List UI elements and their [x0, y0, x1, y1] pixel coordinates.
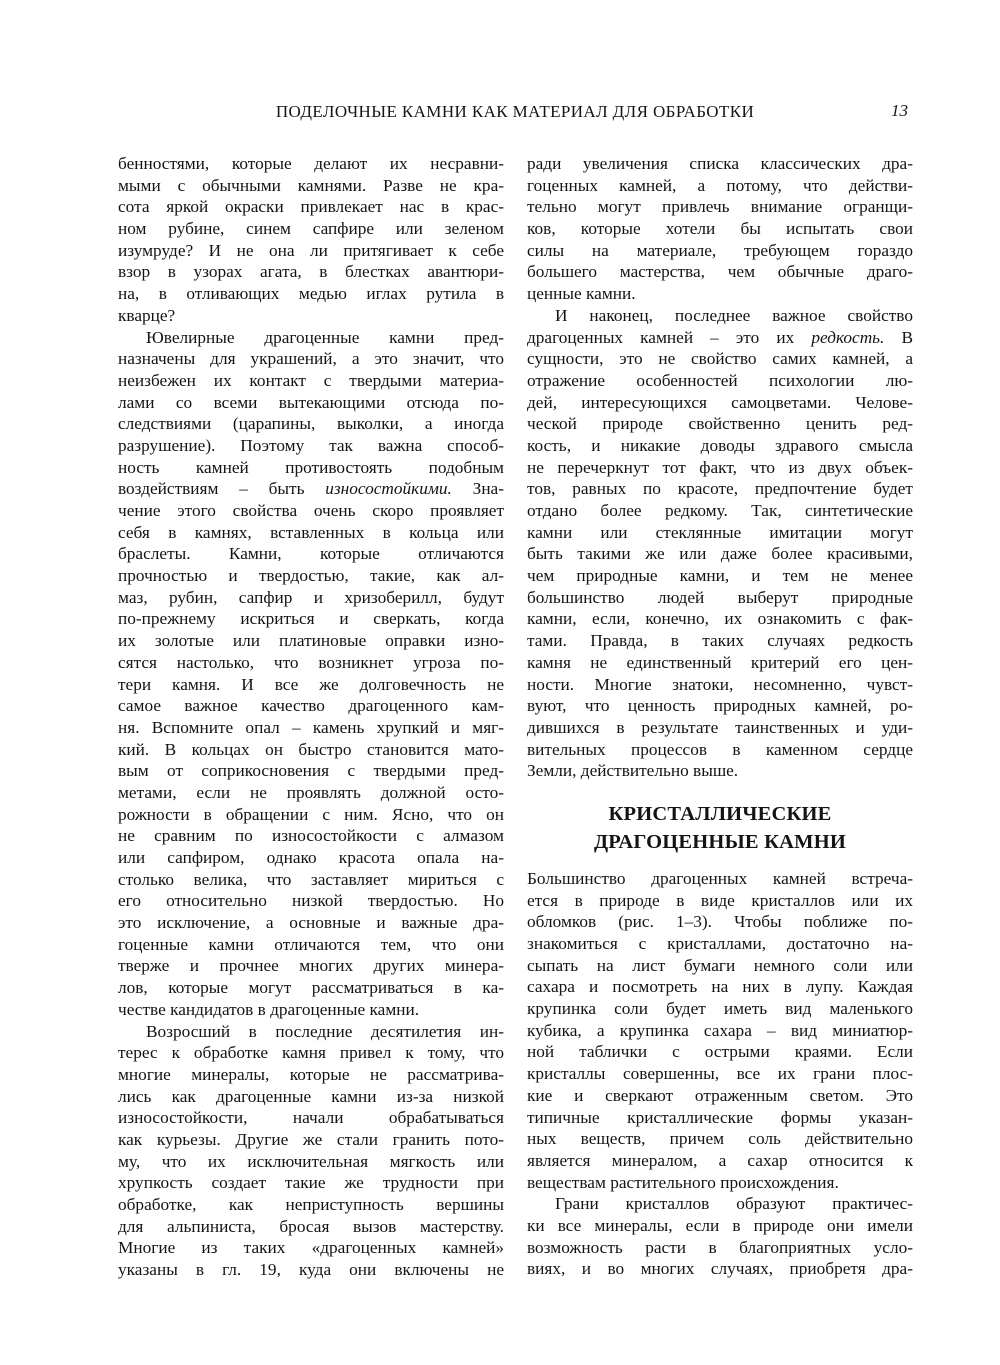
text-line: прочностью и твердостью, такие, как ал- [118, 566, 504, 586]
text-line: следствиями (царапины, выколки, а иногда [118, 414, 504, 434]
text-line: Ювелирные драгоценные камни пред- [146, 327, 504, 347]
text-line: разрушение). Поэтому так важна способ- [118, 435, 504, 455]
text-line: кие и сверкают отраженным светом. Это [527, 1085, 913, 1105]
text-line: вуют, что ценность природных камней, ро- [527, 696, 913, 716]
text-line: тов, равных по красоте, предпочтение будет [527, 479, 913, 499]
text-line: камни, если, конечно, их ознакомить с фак- [527, 609, 913, 629]
text-line: назначены для украшений, а это значит, что [118, 349, 504, 369]
text-line: камня не единственный критерий его цен- [527, 652, 913, 672]
text-line: отражение особенностей психологии лю- [527, 370, 913, 390]
text-line: сота яркой окраски привлекает нас в крас- [118, 197, 504, 217]
text-line: хрупкость создает такие же трудности при [118, 1173, 504, 1193]
text-line: виях, и во многих случаях, приобретя дра- [527, 1259, 913, 1279]
text-line: дившихся в результате таинственных и уди- [527, 717, 913, 737]
text-line: износостойкости, начали обрабатываться [118, 1108, 504, 1128]
text-line: по-прежнему искриться и сверкать, когда [118, 609, 504, 629]
right-column-text-top [527, 153, 913, 782]
text-line: Возросший в последние десятилетия ин- [146, 1021, 504, 1041]
text-line: Большинство драгоценных камней встреча- [527, 868, 913, 888]
text-line: кий. В кольцах он быстро становится мато- [118, 739, 504, 759]
text-line: отдано более редкому. Так, синтетические [527, 501, 913, 520]
text-line: дей, интересующихся самоцветами. Челове- [527, 392, 913, 412]
text-line: вым от соприкосновения с твердыми пред- [118, 761, 504, 781]
text-line: на, в отливающих медью иглах рутила в [118, 284, 504, 304]
text-line: ном рубине, синем сапфире или зеленом [118, 219, 504, 239]
text-line: как курьезы. Другие же стали гранить пото- [118, 1129, 504, 1149]
emphasized-term: редкость. [811, 327, 885, 347]
paragraph [527, 153, 913, 305]
text-line: кость, и никакие доводы здравого смысла [527, 435, 913, 455]
text-line: ценные камни. [527, 284, 636, 304]
text-line: чение этого свойства очень скоро проявляет [118, 501, 504, 520]
text-line: неизбежен их контакт с твердыми материа- [118, 370, 504, 390]
text-line: ности. Многие знатоки, несомненно, чувст- [527, 674, 913, 694]
running-title: ПОДЕЛОЧНЫЕ КАМНИ КАК МАТЕРИАЛ ДЛЯ ОБРАБОТКИ [275, 102, 755, 121]
text-line: лов, которые могут рассматриваться в ка- [118, 978, 504, 998]
right-column-text-bottom [527, 868, 913, 1280]
text-line: лись как драгоценные камни из-за низкой [118, 1086, 504, 1106]
text-line: терес к обработке камня привел к тому, что [118, 1043, 504, 1063]
text-line: чем природные камни, и тем не менее [527, 566, 913, 586]
text-line: ность камней противостоять подобным [118, 457, 504, 477]
text-line: веществам растительного происхождения. [527, 1172, 839, 1192]
page-number: 13 [891, 101, 908, 120]
text-line: маз, рубин, сапфир и хризоберилл, будут [118, 587, 504, 607]
text-line: камни или стеклянные имитации могут [527, 522, 913, 542]
text-line: является минералом, а сахар относится к [527, 1150, 913, 1170]
paragraph [527, 1193, 913, 1280]
text-line: драгоценных камней – это их редкость. В [527, 327, 913, 347]
text-line: му, что их исключительная мягкость или [118, 1151, 504, 1171]
text-line: знакомиться с кристаллами, достаточно на- [527, 934, 913, 953]
text-line: сахара и посмотреть на них в лупу. Каждая [527, 977, 913, 997]
text-line: взор в узорах агата, в блестках авантюри- [118, 262, 504, 282]
text-line: крупинка соли будет иметь вид маленького [527, 999, 913, 1019]
text-line: воздействиям – быть износостойкими. Зна- [118, 479, 504, 499]
text-line: ради увеличения списка классических дра- [527, 154, 913, 173]
text-line: И наконец, последнее важное свойство [555, 305, 913, 325]
paragraph [118, 153, 504, 327]
section-heading-line: ДРАГОЦЕННЫЕ КАМНИ [593, 830, 847, 853]
page-header [118, 100, 912, 126]
section-heading [527, 800, 913, 856]
left-column [118, 153, 504, 1281]
text-line: кристаллы совершенны, все их грани плос- [527, 1064, 913, 1084]
text-line: ной таблички с острыми краями. Если [527, 1042, 913, 1062]
text-line: силы на материале, требующем гораздо [527, 240, 913, 260]
text-line: гоценные камни отличаются тем, что они [118, 934, 504, 954]
text-line: Земли, действительно выше. [527, 761, 739, 781]
text-line: тельно могут привлечь внимание огранщи- [527, 197, 913, 217]
text-line: вительных процессов в каменном сердце [527, 739, 913, 759]
text-line: столько велика, что заставляет мириться с [118, 869, 504, 889]
text-line: тами. Правда, в таких случаях редкость [527, 631, 913, 651]
text-line: изумруде? И не она ли притягивает к себе [118, 240, 504, 260]
text-line: лами со всеми вытекающими отсюда по- [118, 392, 504, 412]
text-line: метами, если не проявлять должной осто- [118, 782, 504, 802]
text-line: обломков (рис. 1–3). Чтобы поближе по- [527, 912, 913, 932]
text-line: Грани кристаллов образуют практичес- [555, 1194, 913, 1214]
left-column-text [118, 153, 504, 1281]
text-line: большего мастерства, чем обычные драго- [527, 262, 913, 282]
text-line: это исключение, а основные и важные дра- [118, 913, 504, 933]
text-line: тери камня. И все же долговечность не [118, 674, 504, 694]
text-line: типичные кристаллические формы указан- [527, 1107, 913, 1127]
text-line: большинство людей выберут природные [527, 587, 913, 607]
text-line: бенностями, которые делают их несравни- [118, 154, 504, 173]
paragraph [118, 1021, 504, 1281]
emphasized-term: износостойкими. [325, 479, 452, 499]
text-line: ки все минералы, если в природе они имели [527, 1215, 913, 1235]
text-line: или сапфиром, однако красота опала на- [118, 848, 504, 867]
text-line: обработке, как неприступность вершины [118, 1195, 504, 1214]
section-heading-line: КРИСТАЛЛИЧЕСКИЕ [608, 802, 832, 825]
paragraph [527, 868, 913, 1193]
text-line: ня. Вспомните опал – камень хрупкий и мяг- [118, 717, 504, 737]
text-line: многие минералы, которые не рассматрива- [118, 1064, 504, 1084]
text-line: сятся настолько, что возникнет угроза по- [118, 652, 504, 672]
text-line: честве кандидатов в драгоценные камни. [118, 999, 420, 1019]
text-line: возможность расти в благоприятных усло- [527, 1237, 913, 1257]
text-line: кубика, а крупинка сахара – вид миниатюр- [527, 1020, 913, 1040]
text-line: их золотые или платиновые оправки изно- [118, 631, 504, 651]
text-line: гоценных камней, а потому, что действи- [527, 175, 913, 195]
text-line: для альпиниста, бросая вызов мастерству. [118, 1216, 504, 1236]
text-line: быть такими же или даже более красивыми, [527, 544, 913, 564]
text-line: самое важное качество драгоценного кам- [118, 696, 504, 716]
paragraph [118, 327, 504, 1021]
text-line: сущности, это не свойство самих камней, а [527, 349, 913, 369]
text-line: тверже и прочнее многих других минера- [118, 956, 504, 976]
text-line: мыми с обычными камнями. Разве не кра- [118, 175, 504, 195]
text-line: указаны в гл. 19, куда они включены не [118, 1260, 504, 1280]
text-line: не сравним по износостойкости с алмазом [118, 826, 504, 846]
text-line: ческой природе свойственно ценить ред- [527, 414, 913, 434]
paragraph [527, 305, 913, 782]
text-line: ков, которые хотели бы испытать свои [527, 219, 913, 239]
text-line: кварце? [118, 305, 176, 325]
text-line: ется в природе в виде кристаллов или их [527, 890, 913, 910]
text-line: сыпать на лист бумаги немного соли или [527, 955, 913, 975]
text-line: браслеты. Камни, которые отличаются [118, 544, 504, 564]
text-line: Многие из таких «драгоценных камней» [118, 1238, 504, 1258]
text-line: не перечеркнут тот факт, что из двух объек- [527, 457, 913, 477]
text-line: себя в камнях, вставленных в кольца или [118, 522, 504, 542]
text-line: рожности в обращении с ним. Ясно, что он [118, 804, 504, 824]
text-line: его относительно низкой твердостью. Но [118, 891, 504, 911]
right-column [527, 153, 913, 1280]
text-line: ных веществ, причем соль действительно [527, 1129, 913, 1149]
